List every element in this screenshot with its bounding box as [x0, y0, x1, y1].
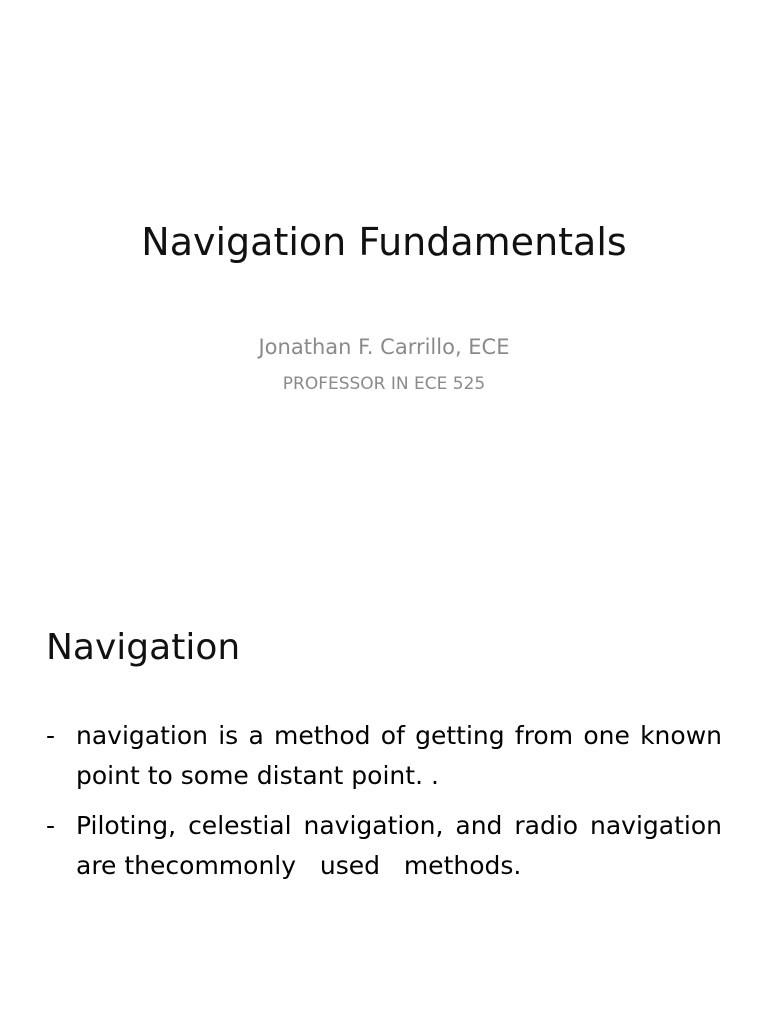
bullet-text: Piloting, celestial navigation, and radio navigation are thecommonly used methods. — [76, 811, 730, 880]
list-item — [46, 806, 730, 886]
slide-heading: Navigation — [46, 627, 241, 668]
author-name: Jonathan F. Carrillo, ECE — [258, 335, 510, 359]
bullet-text: navigation is a method of getting from one known point to some distant point. . — [76, 721, 722, 790]
bullet-list — [46, 716, 730, 896]
slide-title: Navigation Fundamentals — [141, 220, 627, 264]
list-item — [46, 716, 722, 796]
bullet-dash: - — [46, 721, 56, 750]
content-slide — [0, 512, 768, 1024]
bullet-dash: - — [46, 811, 56, 840]
author-role: PROFESSOR IN ECE 525 — [282, 374, 486, 394]
